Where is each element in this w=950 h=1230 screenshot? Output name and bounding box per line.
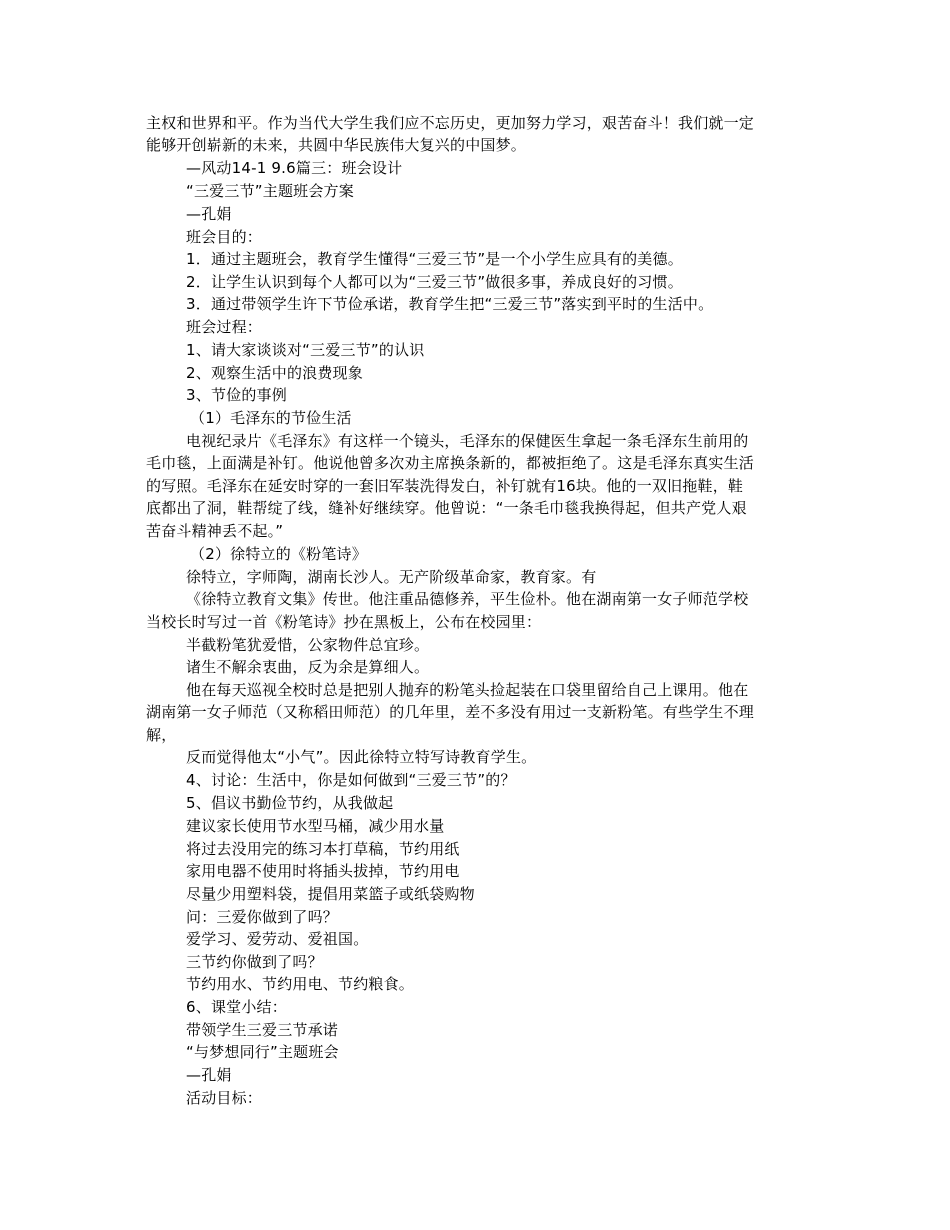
text-line: 1、请大家谈谈对“三爱三节”的认识 (186, 341, 425, 359)
text-line: 能够开创崭新的未来，共圆中华民族伟大复兴的中国梦。 (146, 136, 527, 154)
text-line: 6、课堂小结： (186, 998, 287, 1016)
text-line: （2）徐特立的《粉笔诗》 (190, 545, 367, 563)
text-line: “与梦想同行”主题班会 (186, 1043, 339, 1061)
text-line: 班会过程： (186, 318, 263, 336)
text-line: 2．让学生认识到每个人都可以为“三爱三节”做很多事，养成良好的习惯。 (186, 273, 683, 291)
text-line: 尽量少用塑料袋，提倡用菜篮子或纸袋购物 (186, 885, 475, 903)
text-line: 问：三爱你做到了吗？ (186, 908, 339, 926)
text-line: 三节约你做到了吗？ (186, 953, 323, 971)
text-line: 反而觉得他太“小气”。因此徐特立特写诗教育学生。 (186, 748, 537, 766)
text-line: 的写照。毛泽东在延安时穿的一套旧军装洗得发白，补钉就有16块。他的一双旧拖鞋，鞋 (146, 477, 744, 495)
text-line: 2、观察生活中的浪费现象 (186, 364, 363, 382)
text-line: 底都出了洞，鞋帮绽了线，缝补好继续穿。他曾说：“一条毛巾毯我换得起，但共产党人艰 (146, 499, 747, 517)
text-line: 带领学生三爱三节承诺 (186, 1021, 339, 1039)
text-line: 将过去没用完的练习本打草稿，节约用纸 (186, 840, 460, 858)
text-line: （1）毛泽东的节俭生活 (190, 409, 352, 427)
text-line: 湖南第一女子师范（又称稻田师范）的几年里，差不多没有用过一支新粉笔。有些学生不理 (146, 703, 755, 721)
text-line: “三爱三节”主题班会方案 (186, 182, 354, 200)
text-line: 诸生不解余衷曲，反为余是算细人。 (186, 658, 430, 676)
text-line: 半截粉笔犹爱惜，公家物件总宜珍。 (186, 636, 430, 654)
text-line: 《徐特立教育文集》传世。他注重品德修养，平生俭朴。他在湖南第一女子师范学校 (186, 590, 749, 608)
text-line: 活动目标： (186, 1089, 263, 1107)
text-line: 主权和世界和平。作为当代大学生我们应不忘历史，更加努力学习，艰苦奋斗！我们就一定 (146, 114, 755, 132)
text-line: 班会目的： (186, 228, 263, 246)
text-line: 4、讨论：生活中，你是如何做到“三爱三节”的？ (186, 771, 516, 789)
text-line: 家用电器不使用时将插头拔掉，节约用电 (186, 862, 460, 880)
text-line: 他在每天巡视全校时总是把别人抛弃的粉笔头捡起装在口袋里留给自己上课用。他在 (186, 681, 749, 699)
text-line: —孔娟 (186, 205, 232, 223)
text-line: —孔娟 (186, 1066, 232, 1084)
text-line: 建议家长使用节水型马桶，减少用水量 (186, 817, 445, 835)
text-line: 3、节俭的事例 (186, 386, 287, 404)
text-line: 徐特立，字师陶，湖南长沙人。无产阶级革命家，教育家。有 (186, 568, 597, 586)
text-line: 爱学习、爱劳动、爱祖国。 (186, 930, 369, 948)
text-line: 毛巾毯，上面满是补钉。他说他曾多次劝主席换条新的，都被拒绝了。这是毛泽东真实生活 (146, 454, 755, 472)
text-line: 5、倡议书勤俭节约，从我做起 (186, 794, 394, 812)
text-line: 1．通过主题班会，教育学生懂得“三爱三节”是一个小学生应具有的美德。 (186, 250, 683, 268)
text-line: 3．通过带领学生许下节俭承诺，教育学生把“三爱三节”落实到平时的生活中。 (186, 295, 714, 313)
text-line: 苦奋斗精神丢不起。” (146, 522, 284, 540)
text-line: 电视纪录片《毛泽东》有这样一个镜头，毛泽东的保健医生拿起一条毛泽东生前用的 (186, 432, 749, 450)
text-line: 当校长时写过一首《粉笔诗》抄在黑板上，公布在校园里： (146, 613, 542, 631)
text-line: —风动14-1 9.6篇三：班会设计 (186, 159, 403, 177)
text-line: 节约用水、节约用电、节约粮食。 (186, 975, 415, 993)
text-line: 解， (146, 726, 177, 744)
